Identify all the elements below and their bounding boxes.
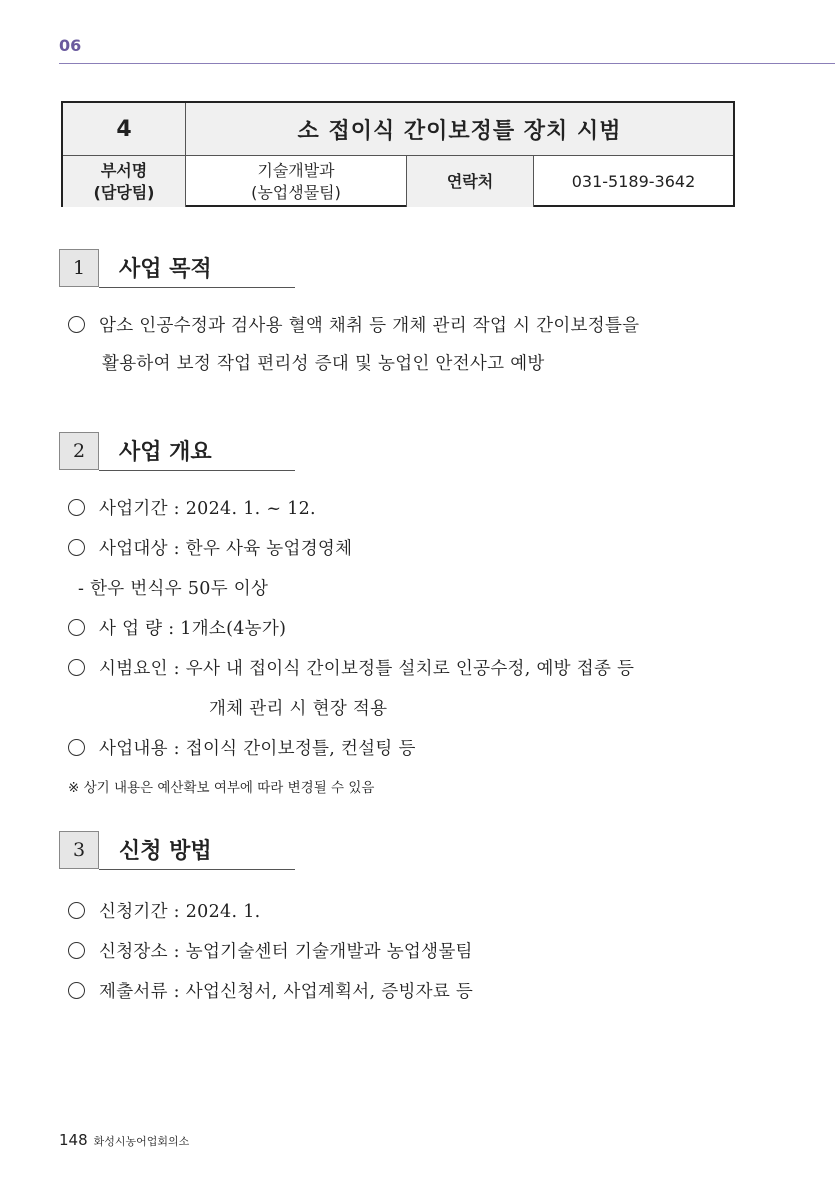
section-title: 신청 방법 [119,839,212,864]
apply-docs-text: 제출서류 : 사업신청서, 사업계획서, 증빙자료 등 [99,982,474,1002]
contact-label-text: 연락처 [446,171,494,191]
overview-factor-text: 시범요인 : 우사 내 접이식 간이보정틀 설치로 인공수정, 예방 접종 등 [99,659,635,679]
dept-label-line2: (담당팀) [93,182,155,202]
header-row-title [63,103,733,156]
circle-bullet-icon [68,982,85,999]
budget-note: ※ 상기 내용은 예산확보 여부에 따라 변경될 수 있음 [68,780,375,796]
overview-target-sub: - 한우 번식우 50두 이상 [78,579,269,599]
overview-amount [68,615,286,640]
dept-label-line1: 부서명 [100,160,148,180]
circle-bullet-icon [68,499,85,516]
page-footer [59,1131,189,1149]
section-number: 2 [59,432,99,470]
apply-period [68,898,261,923]
dept-value-line1: 기술개발과 [257,160,335,180]
project-number: 4 [63,103,186,155]
overview-content-text: 사업내용 : 접이식 간이보정틀, 컨설팅 등 [99,739,416,759]
apply-place-text: 신청장소 : 농업기술센터 기술개발과 농업생물팀 [99,942,473,962]
contact-value [534,156,733,207]
circle-bullet-icon [68,739,85,756]
section-underline [99,287,295,288]
purpose-item [68,312,639,337]
project-header-table [61,101,735,207]
section-number: 3 [59,831,99,869]
overview-period [68,495,316,520]
contact-phone: 031-5189-3642 [571,171,696,191]
circle-bullet-icon [68,942,85,959]
overview-factor-continuation: 개체 관리 시 현장 적용 [209,699,388,719]
overview-target-text: 사업대상 : 한우 사육 농업경영체 [99,539,353,559]
overview-factor [68,655,634,680]
dept-value-line2: (농업생물팀) [251,182,341,202]
chapter-number: 06 [59,36,82,55]
overview-amount-text: 사 업 량 : 1개소(4농가) [99,619,287,639]
overview-period-text: 사업기간 : 2024. 1. ~ 12. [99,499,316,519]
circle-bullet-icon [68,316,85,333]
section-heading-overview [59,432,295,472]
apply-period-text: 신청기간 : 2024. 1. [99,902,261,922]
purpose-text-1: 암소 인공수정과 검사용 혈액 채취 등 개체 관리 작업 시 간이보정틀을 [99,316,640,336]
section-heading-purpose [59,249,295,289]
circle-bullet-icon [68,619,85,636]
chapter-divider [59,63,835,64]
purpose-continuation: 활용하여 보정 작업 편리성 증대 및 농업인 안전사고 예방 [102,354,545,374]
section-heading-apply [59,831,295,871]
project-title: 소 접이식 간이보정틀 장치 시범 [297,118,622,144]
contact-label [407,156,534,207]
apply-place [68,938,473,963]
footer-organization: 화성시농어업회의소 [93,1135,190,1148]
circle-bullet-icon [68,659,85,676]
section-title: 사업 개요 [119,440,212,465]
dept-value [186,156,407,207]
section-number: 1 [59,249,99,287]
page-number: 148 [59,1131,88,1149]
circle-bullet-icon [68,902,85,919]
section-title: 사업 목적 [119,257,212,282]
overview-target [68,535,352,560]
section-underline [99,869,295,870]
overview-content [68,735,416,760]
header-row-info [63,156,733,207]
circle-bullet-icon [68,539,85,556]
dept-label [63,156,186,207]
apply-docs [68,978,473,1003]
section-underline [99,470,295,471]
